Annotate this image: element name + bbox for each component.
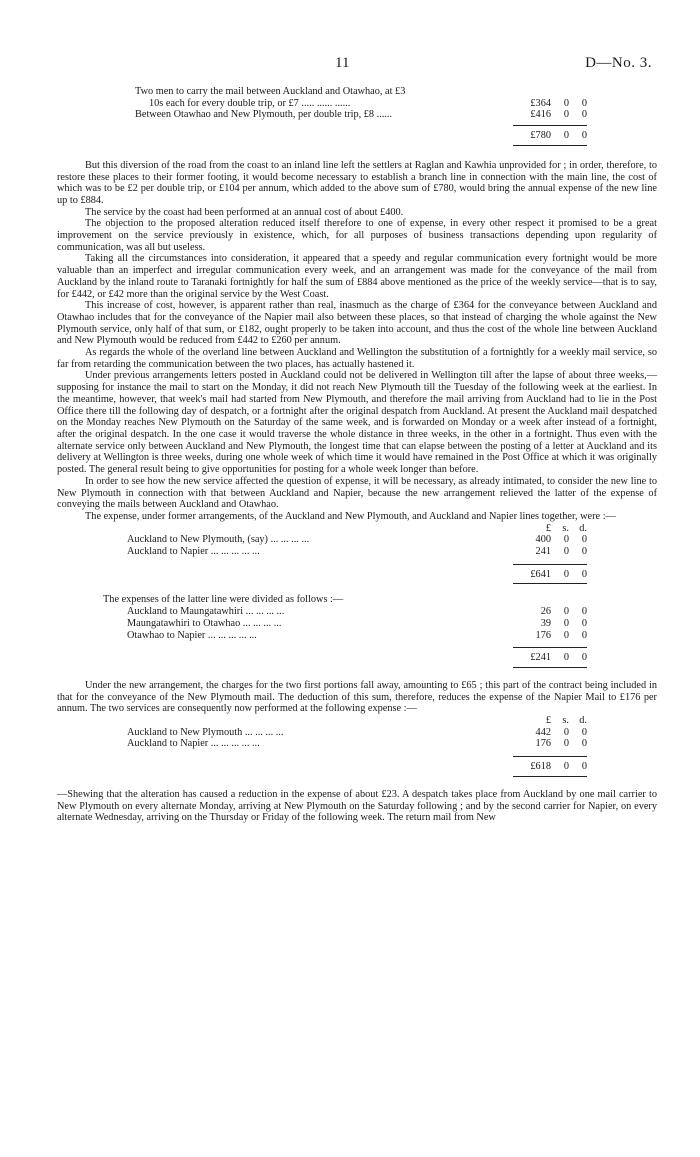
total-pounds: £618 <box>530 761 551 773</box>
table-row <box>127 546 587 558</box>
row-label: 10s each for every double trip, or £7 ..... ...... ...... <box>149 97 351 109</box>
amount-pence: 0 <box>581 606 587 618</box>
table-row <box>135 98 587 110</box>
column-heads <box>127 523 587 535</box>
col-head-pounds: £ <box>545 522 551 534</box>
table-total-row <box>127 761 587 773</box>
amount-pounds: 176 <box>535 738 551 750</box>
amount-shillings: 0 <box>563 534 569 546</box>
row-label: Otawhao to Napier ... ... ... ... ... <box>127 629 257 641</box>
table-row <box>127 738 587 750</box>
sum-rule <box>513 125 587 126</box>
col-head-shillings: s. <box>562 715 569 727</box>
amount-pounds: £364 <box>530 97 551 109</box>
row-label: Maungatawhiri to Otawhao ... ... ... ... <box>127 617 282 629</box>
table-row <box>103 630 587 642</box>
amount-pence: 0 <box>581 109 587 121</box>
amount-pence: 0 <box>581 97 587 109</box>
paragraph: In order to see how the new service affected the question of expense, it will be necessary, as already intimated, to consider the new line to New Plymouth in connection with that between Auckland and Napier, because the new arrangement relieved the latter of the expense of conveying the mails between Auckland and Otawhao. <box>57 475 657 511</box>
table-row <box>127 534 587 546</box>
total-shillings: 0 <box>563 568 569 580</box>
col-head-pounds: £ <box>545 715 551 727</box>
amount-pounds: 241 <box>535 546 551 558</box>
page-header <box>0 55 700 75</box>
amount-shillings: 0 <box>563 738 569 750</box>
paragraph: The service by the coast had been performed at an annual cost of about £400. <box>85 206 404 218</box>
paragraph: The objection to the proposed alteration reduced itself therefore to one of expense, in every other respect it promised to be a great improvement on the service previously in existence, which, for all purposes of business transactions depending upon regularity of communication, was all but useless. <box>57 218 657 253</box>
col-head-pence: d. <box>579 522 587 534</box>
amount-pence: 0 <box>581 546 587 558</box>
total-pounds: £780 <box>530 130 551 142</box>
page-body <box>57 86 657 824</box>
total-pounds: £641 <box>530 568 551 580</box>
total-pence: 0 <box>581 652 587 664</box>
page-number: 11 <box>335 55 350 71</box>
amount-pounds: 442 <box>535 726 551 738</box>
row-label: Auckland to Napier ... ... ... ... ... <box>127 546 260 558</box>
mail-cost-table <box>135 86 587 146</box>
table-row <box>103 618 587 630</box>
paragraph: —Shewing that the alteration has caused a reduction in the expense of about £23. A despatch takes place from Auckland by one mail carrier to New Plymouth on every alternate Monday, arriving at New Plymouth on the Saturday following ; and by the second carrier for Napier, on every alternate Wednesday, arriving on the Thursday or Friday of the following week. The return mail from New <box>57 788 657 824</box>
amount-shillings: 0 <box>563 617 569 629</box>
former-expense-table <box>127 523 587 585</box>
row-label: Auckland to Maungatawhiri ... ... ... ... <box>127 606 285 618</box>
total-pence: 0 <box>581 761 587 773</box>
sum-rule <box>513 647 587 648</box>
total-shillings: 0 <box>563 652 569 664</box>
row-label: Auckland to New Plymouth ... ... ... ... <box>127 726 284 738</box>
paragraph: Taking all the circumstances into consideration, it appeared that a speedy and regular communication every fortnight would be more valuable than an imperfect and irregular communication every week, and an arrangement was made for the conveyance of the mail from Auckland by the inland route to Taranaki fortnightly for half the sum of £884 above mentioned as the price of the weekly service—that is to say, for £442, or £42 more than the original service by the West Coast. <box>57 253 657 300</box>
row-label: Auckland to New Plymouth, (say) ... ... ... ... <box>127 534 310 546</box>
table-row <box>103 606 587 618</box>
total-pounds: £241 <box>530 652 551 664</box>
col-head-pence: d. <box>579 715 587 727</box>
amount-shillings: 0 <box>563 726 569 738</box>
amount-pounds: 26 <box>540 606 551 618</box>
column-heads <box>127 715 587 727</box>
amount-pounds: 39 <box>540 617 551 629</box>
amount-shillings: 0 <box>563 109 569 121</box>
table-intro: The expenses of the latter line were divided as follows :— <box>103 594 344 606</box>
total-pence: 0 <box>581 568 587 580</box>
amount-pence: 0 <box>581 738 587 750</box>
paragraph: Under previous arrangements letters posted in Auckland could not be delivered in Wellington till after the lapse of about three weeks,—supposing for instance the mail to start on the Monday, it did not reach New Plymouth till the Tuesday of the following week at the earliest. In the meantime, however, that week's mail had started from New Plymouth, and therefore the mail arriving from Auckland had to lie in the Post Office there till the following day of despatch, or a fortnight after the original despatch from Auckland. At present the Auckland mail despatched on the Monday reaches New Plymouth on the Saturday of the same week, and is forwarded on Monday or a week after instead of a fortnight, after the original despatch. In the one case it would traverse the whole distance in three weeks, in the other in a fortnight. Thus even with the alternate service only between Auckland and New Plymouth, the longest time that can elapse between the posting of a letter at Auckland and its delivery at Wellington is three weeks, during one whole week of which time it would have remained in the Post Office at which it was originally posted. The general result being to give opportunities for posting for a whole week longer than before. <box>57 370 657 476</box>
total-shillings: 0 <box>563 761 569 773</box>
sum-rule <box>513 564 587 565</box>
paragraph: As regards the whole of the overland line between Auckland and Wellington the substitution of a fortnightly for a weekly mail service, so far from retarding the communication between the two places, has actually hastened it. <box>57 347 657 370</box>
table-row <box>135 109 587 121</box>
row-label: Auckland to Napier ... ... ... ... ... <box>127 738 260 750</box>
table-row <box>127 727 587 739</box>
amount-pence: 0 <box>581 617 587 629</box>
napier-line-table <box>103 594 587 668</box>
amount-pence: 0 <box>581 629 587 641</box>
new-expense-table <box>127 715 587 777</box>
amount-pounds: 400 <box>535 534 551 546</box>
amount-pounds: £416 <box>530 109 551 121</box>
amount-pence: 0 <box>581 726 587 738</box>
col-head-shillings: s. <box>562 522 569 534</box>
row-label: Between Otawhao and New Plymouth, per double trip, £8 ...... <box>135 109 393 121</box>
amount-shillings: 0 <box>563 546 569 558</box>
amount-pence: 0 <box>581 534 587 546</box>
row-label: Two men to carry the mail between Auckland and Otawhao, at £3 <box>135 86 406 97</box>
table-total-row <box>103 652 587 664</box>
amount-shillings: 0 <box>563 629 569 641</box>
paragraph: The expense, under former arrangements, of the Auckland and New Plymouth, and Auckland and Napier lines together, were :— <box>85 510 616 522</box>
amount-pounds: 176 <box>535 629 551 641</box>
amount-shillings: 0 <box>563 97 569 109</box>
paragraph: Under the new arrangement, the charges for the two first portions fall away, amounting to £65 ; this part of the contract being included in that for the conveyance of the New Plymouth mail. The deduction of this sum, therefore, reduces the expense of the Napier Mail to £176 per annum. The two services are consequently now performed at the following expense :— <box>57 679 657 715</box>
amount-shillings: 0 <box>563 606 569 618</box>
paragraph: This increase of cost, however, is apparent rather than real, inasmuch as the charge of £364 for the conveyance between Auckland and Otawhao includes that for the conveyance of the Napier mail also between these places, so that instead of charging the whole against the New Plymouth service, only half of that sum, or £182, ought properly to be taken into account, and thus the cost of the whole line between Auckland and New Plymouth would be reduced from £442 to £260 per annum. <box>57 300 657 347</box>
sum-rule <box>513 756 587 757</box>
table-row <box>135 86 587 98</box>
paragraph: But this diversion of the road from the coast to an inland line left the settlers at Raglan and Kawhia unprovided for ; in order, therefore, to restore these places to their former footing, it would become necessary to establish a branch line in connection with the main line, the cost of which was to be £2 per double trip, or £104 per annum, which added to the above sum of £780, would bring the annual expense of the new line up to £884. <box>57 159 657 206</box>
table-total-row <box>127 569 587 581</box>
document-reference: D—No. 3. <box>585 55 652 71</box>
total-pence: 0 <box>581 130 587 142</box>
table-total-row <box>135 130 587 142</box>
total-shillings: 0 <box>563 130 569 142</box>
